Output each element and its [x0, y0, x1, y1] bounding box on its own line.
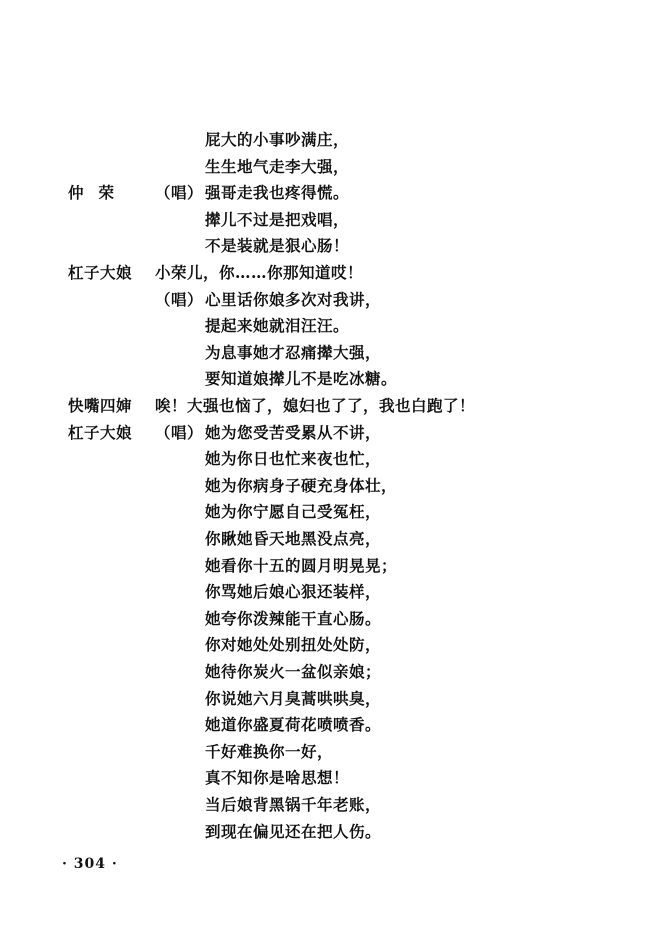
dialogue-line: 提起来她就泪汪汪。 — [205, 316, 350, 336]
dialogue-line: 她为您受苦受累从不讲， — [205, 422, 382, 442]
dialogue-line: 小荣儿，你……你那知道哎！ — [155, 263, 364, 282]
dialogue-line: 你骂她后娘心狠还装样， — [205, 582, 382, 602]
dialogue-line: 唉！大强也恼了，媳妇也了了，我也白跑了！ — [155, 396, 476, 415]
dialogue-line: 她看你十五的圆月明晃晃； — [205, 555, 398, 575]
dialogue-line: 屁大的小事吵满庄， — [205, 130, 350, 149]
dialogue-line: 不是装就是狠心肠！ — [205, 236, 350, 256]
dialogue-line: 强哥走我也疼得慌。 — [205, 183, 350, 203]
stage-marker: （唱） — [155, 422, 204, 442]
stage-marker: （唱） — [155, 289, 204, 309]
dialogue-line: 要知道娘撵儿不是吃冰糖。 — [205, 369, 398, 389]
page-number: · 304 · — [62, 856, 118, 872]
dialogue-line: 她为你病身子硬充身体壮， — [205, 475, 398, 495]
dialogue-line: 她待你炭火一盆似亲娘； — [205, 662, 382, 681]
dialogue-line: 千好难换你一好， — [205, 741, 334, 761]
speaker-name: 快嘴四婶 — [68, 396, 133, 415]
dialogue-line: 真不知你是啥思想！ — [205, 768, 350, 788]
dialogue-line: 她为你宁愿自己受冤枉， — [205, 502, 382, 522]
stage-marker: （唱） — [155, 183, 204, 203]
dialogue-line: 生生地气走李大强， — [205, 156, 350, 176]
speaker-name: 仲荣 — [68, 183, 130, 203]
dialogue-line: 心里话你娘多次对我讲， — [205, 289, 382, 309]
speaker-name: 杠子大娘 — [68, 263, 133, 282]
dialogue-line: 为息事她才忍痛撵大强， — [205, 342, 382, 362]
speaker-name: 杠子大娘 — [68, 422, 133, 442]
dialogue-line: 到现在偏见还在把人伤。 — [205, 821, 382, 841]
dialogue-line: 撵儿不过是把戏唱， — [205, 209, 350, 229]
dialogue-line: 她为你日也忙来夜也忙， — [205, 449, 382, 469]
dialogue-line: 当后娘背黑锅千年老账， — [205, 795, 382, 814]
dialogue-line: 你瞅她昏天地黑没点亮， — [205, 529, 382, 548]
dialogue-line: 她夸你泼辣能干直心肠。 — [205, 608, 382, 628]
dialogue-line: 你说她六月臭蒿哄哄臭， — [205, 688, 382, 708]
dialogue-line: 你对她处处别扭处处防， — [205, 635, 382, 655]
dialogue-line: 她道你盛夏荷花喷喷香。 — [205, 715, 382, 735]
